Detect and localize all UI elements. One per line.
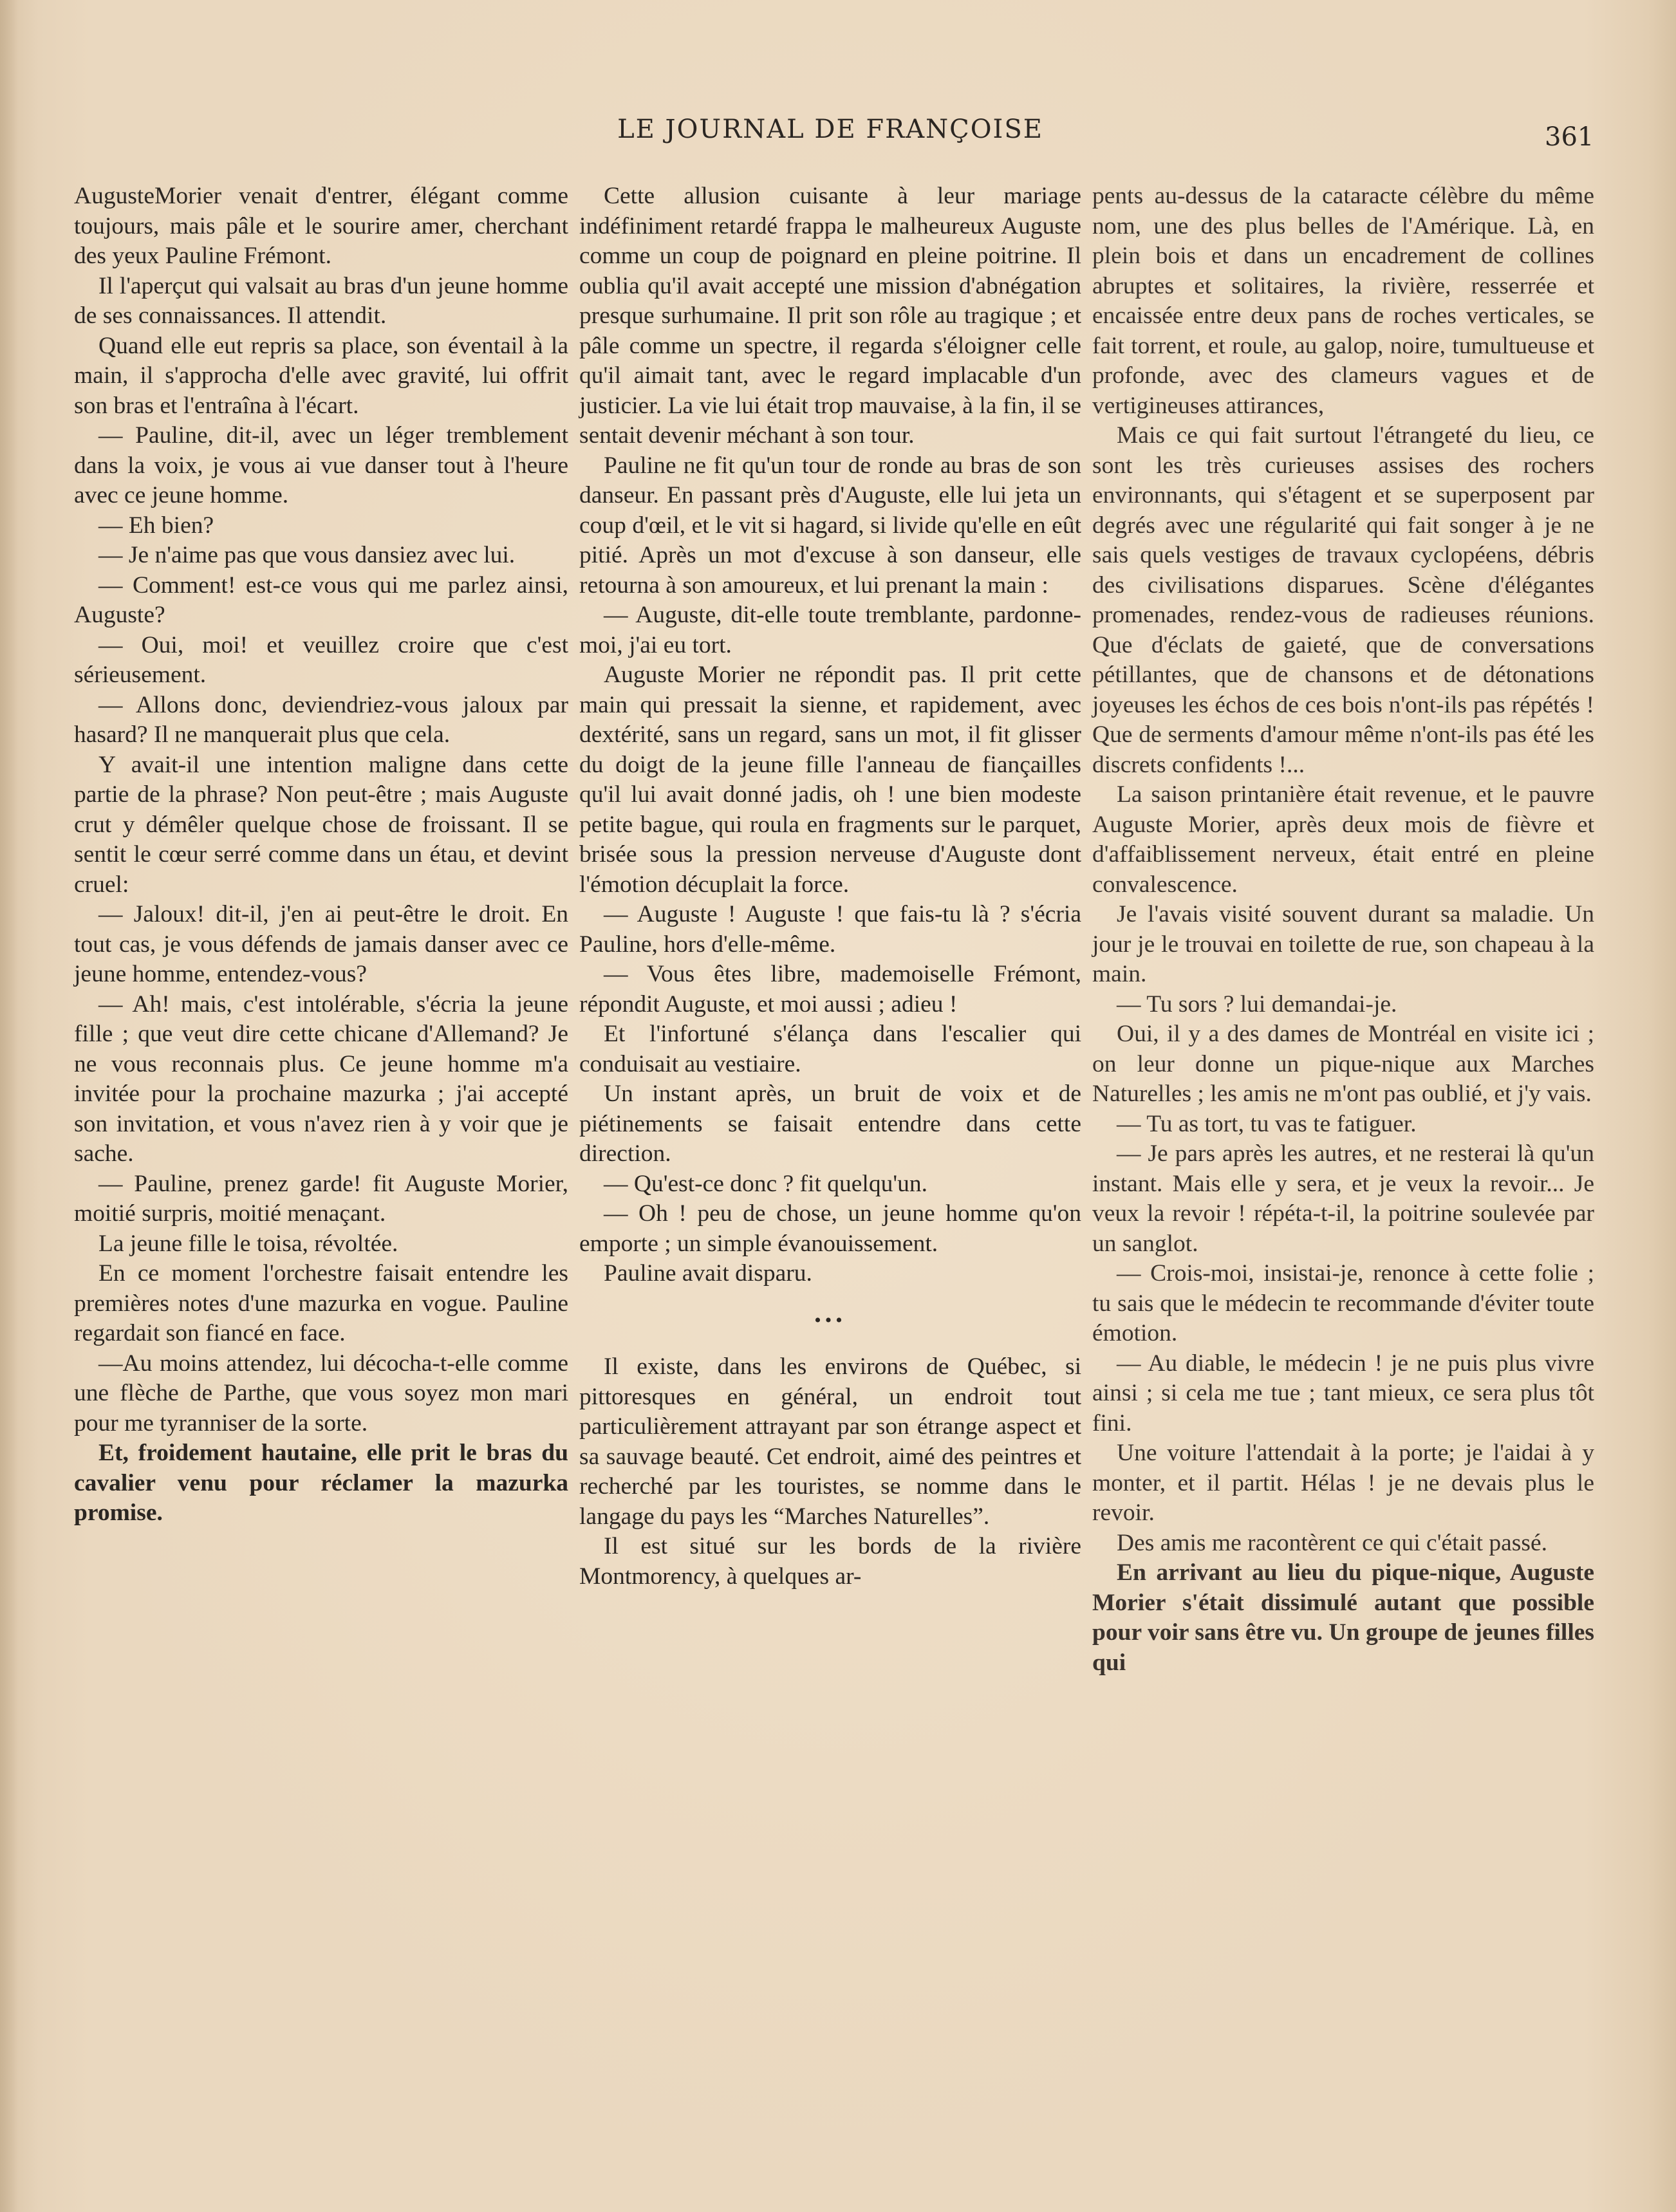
paragraph: La saison printanière était revenue, et le pauvre Auguste Morier, après deux mois de fièvre et d'affaiblissement nerveux, était entré en pleine convalescence. <box>1092 781 1594 898</box>
paragraph: — Auguste ! Auguste ! que fais-tu là ? s'écria Pauline, hors d'elle-même. <box>579 901 1081 958</box>
paragraph: — Je pars après les autres, et ne resterai là qu'un instant. Mais elle y sera, et je veux la revoir... Je veux la revoir ! répéta-t-il, la poitrine soulevée par un sanglot. <box>1092 1140 1594 1257</box>
text-column-1 <box>74 181 568 1529</box>
paragraph: — Comment! est-ce vous qui me parlez ainsi, Auguste? <box>74 572 568 628</box>
paragraph: Un instant après, un bruit de voix et de piétinements se faisait entendre dans cette direction. <box>579 1081 1081 1167</box>
paragraph: Y avait-il une intention maligne dans cette partie de la phrase? Non peut-être ; mais Auguste crut y démêler quelque chose de froissant. Il se sentit le cœur serré comme dans un étau, et devint cruel: <box>74 751 568 898</box>
text-column-3 <box>1092 181 1594 1678</box>
paragraph: La jeune fille le toisa, révoltée. <box>98 1230 398 1257</box>
paragraph: Pauline avait disparu. <box>604 1260 812 1287</box>
page-binding-shadow <box>0 0 18 2212</box>
paragraph: — Au diable, le médecin ! je ne puis plus vivre ainsi ; si cela me tue ; tant mieux, ce sera plus tôt fini. <box>1092 1350 1594 1436</box>
paragraph: — Allons donc, deviendriez-vous jaloux par hasard? Il ne manquerait plus que cela. <box>74 691 568 748</box>
paragraph: —Au moins attendez, lui décocha-t-elle comme une flèche de Parthe, que vous soyez mon mari pour me tyranniser de la sorte. <box>74 1350 568 1436</box>
paragraph: pents au-dessus de la cataracte célèbre du même nom, une des plus belles de l'Amérique. Là, en plein bois et dans un encadrement de collines abruptes et solitaires, la rivière, resserrée et encaissée entre deux pans de roches verticales, se fait torrent, et roule, au galop, noire, tumultueuse et profonde, avec des clameurs vagues et de vertigineuses attirances, <box>1092 183 1594 419</box>
paragraph: — Vous êtes libre, mademoiselle Frémont, répondit Auguste, et moi aussi ; adieu ! <box>579 961 1081 1018</box>
section-break-ornament: ••• <box>814 1309 846 1331</box>
paragraph: En arrivant au lieu du pique-nique, Auguste Morier s'était dissimulé autant que possible pour voir sans être vu. Un groupe de jeunes filles qui <box>1092 1559 1594 1676</box>
paragraph: Auguste Morier ne répondit pas. Il prit cette main qui pressait la sienne, et rapidement, avec dextérité, sans un regard, sans un mot, il fit glisser du doigt de la jeune fille l'anneau de fiançailles qu'il lui avait donné jadis, oh ! une bien modeste petite bague, qui roula en fragments sur le parquet, brisée sous la pression nerveuse d'Auguste dont l'émotion décuplait la force. <box>579 662 1081 898</box>
paragraph: — Tu sors ? lui demandai-je. <box>1117 990 1397 1018</box>
paragraph: Une voiture l'attendait à la porte; je l'aidai à y monter, et il partit. Hélas ! je ne devais plus le revoir. <box>1092 1440 1594 1526</box>
running-title: LE JOURNAL DE FRANÇOISE <box>617 115 1043 144</box>
paragraph: Quand elle eut repris sa place, son éventail à la main, il s'approcha d'elle avec gravité, lui offrit son bras et l'entraîna à l'écart. <box>74 332 568 419</box>
paragraph: Je l'avais visité souvent durant sa maladie. Un jour je le trouvai en toilette de rue, son chapeau à la main. <box>1092 901 1594 987</box>
paragraph: Des amis me racontèrent ce qui c'était passé. <box>1117 1529 1547 1556</box>
paragraph: — Eh bien? <box>98 512 214 539</box>
paragraph: — Crois-moi, insistai-je, renonce à cette folie ; tu sais que le médecin te recommande d'éviter toute émotion. <box>1092 1260 1594 1346</box>
page-number: 361 <box>1545 122 1594 152</box>
paragraph: Et, froidement hautaine, elle prit le bras du cavalier venu pour réclamer la mazurka promise. <box>74 1440 568 1526</box>
paragraph: — Oui, moi! et veuillez croire que c'est sérieusement. <box>74 631 568 688</box>
paragraph: Il l'aperçut qui valsait au bras d'un jeune homme de ses connaissances. Il attendit. <box>74 272 568 329</box>
paragraph: Pauline ne fit qu'un tour de ronde au bras de son danseur. En passant près d'Auguste, elle lui jeta un coup d'œil, et le vit si hagard, si livide qu'elle en eût pitié. Après un mot d'excuse à son danseur, elle retourna à son amoureux, et lui prenant la main : <box>579 452 1081 599</box>
paragraph: — Pauline, dit-il, avec un léger tremblement dans la voix, je vous ai vue danser tout à l'heure avec ce jeune homme. <box>74 422 568 508</box>
paragraph: — Qu'est-ce donc ? fit quelqu'un. <box>604 1170 927 1197</box>
paragraph: — Je n'aime pas que vous dansiez avec lui. <box>98 542 516 568</box>
paragraph: — Pauline, prenez garde! fit Auguste Morier, moitié surpris, moitié menaçant. <box>74 1170 568 1227</box>
paragraph: — Tu as tort, tu vas te fatiguer. <box>1117 1110 1417 1137</box>
paragraph: Et l'infortuné s'élança dans l'escalier qui conduisait au vestiaire. <box>579 1021 1081 1077</box>
paragraph: — Ah! mais, c'est intolérable, s'écria la jeune fille ; que veut dire cette chicane d'Allemand? Je ne vous reconnais plus. Ce jeune homme m'a invitée pour la prochaine mazurka ; j'ai accepté son invitation, et vous n'avez rien à y voir que je sache. <box>74 990 568 1167</box>
paragraph: Il existe, dans les environs de Québec, si pittoresques en général, un endroit tout particulièrement attrayant par son étrange aspect et sa sauvage beauté. Cet endroit, aimé des peintres et recherché par les touristes, se nomme dans le langage du pays les “Marches Naturelles”. <box>579 1353 1081 1530</box>
paragraph: AugusteMorier venait d'entrer, élégant comme toujours, mais pâle et le sourire amer, cherchant des yeux Pauline Frémont. <box>74 183 568 269</box>
paragraph: — Oh ! peu de chose, un jeune homme qu'on emporte ; un simple évanouissement. <box>579 1200 1081 1257</box>
paragraph: — Auguste, dit-elle toute tremblante, pardonne-moi, j'ai eu tort. <box>579 602 1081 658</box>
paragraph: En ce moment l'orchestre faisait entendre les premières notes d'une mazurka en vogue. Pauline regardait son fiancé en face. <box>74 1260 568 1346</box>
paragraph: Oui, il y a des dames de Montréal en visite ici ; on leur donne un pique-nique aux Marches Naturelles ; les amis ne m'ont pas oublié, et j'y vais. <box>1092 1021 1594 1107</box>
text-column-2 <box>579 181 1081 1592</box>
paragraph: — Jaloux! dit-il, j'en ai peut-être le droit. En tout cas, je vous défends de jamais danser avec ce jeune homme, entendez-vous? <box>74 901 568 987</box>
paragraph: Cette allusion cuisante à leur mariage indéfiniment retardé frappa le malheureux Auguste comme un coup de poignard en pleine poitrine. Il oublia qu'il avait accepté une mission d'abnégation presque surhumaine. Il prit son rôle au tragique ; et pâle comme un spectre, il regarda s'éloigner celle qu'il aimait tant, avec le regard implacable d'un justicier. La vie lui était trop mauvaise, à la fin, il se sentait devenir méchant à son tour. <box>579 183 1081 449</box>
paragraph: Mais ce qui fait surtout l'étrangeté du lieu, ce sont les très curieuses assises des rochers environnants, qui s'étagent et se superposent par degrés avec une régularité qui fait songer à je ne sais quels vestiges de travaux cyclopéens, débris des civilisations disparues. Scène d'élégantes promenades, rendez-vous de radieuses réunions. Que d'éclats de gaieté, que de conversations pétillantes, que de chansons et de détonations joyeuses les échos de ces bois n'ont-ils pas répétés ! Que de serments d'amour même n'ont-ils pas été les discrets confidents !... <box>1092 422 1594 778</box>
paragraph: Il est situé sur les bords de la rivière Montmorency, à quelques ar- <box>579 1533 1081 1590</box>
